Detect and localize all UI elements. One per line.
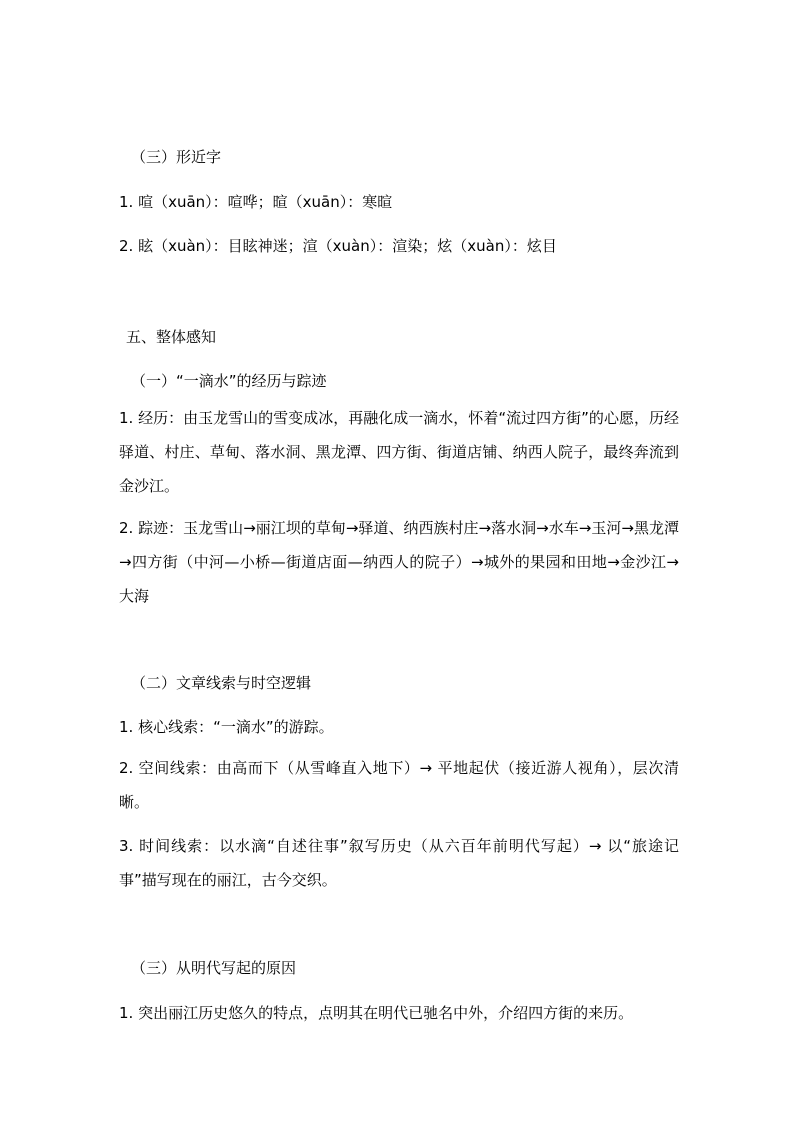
paragraph-time-clue: 3. 时间线索：以水滴“自述往事”叙写历史（从六百年前明代写起）→ 以“旅途记事”描写现在的丽江，古今交织。 [119, 837, 679, 889]
paragraph-space-clue: 2. 空间线索：由高而下（从雪峰直入地下）→ 平地起伏（接近游人视角），层次清晰。 [119, 759, 679, 811]
paragraph-experience: 1. 经历：由玉龙雪山的雪变成冰，再融化成一滴水，怀着“流过四方街”的心愿，历经驿道、村庄、草甸、落水洞、黑龙潭、四方街、街道店铺、纳西人院子，最终奔流到金沙江。 [119, 409, 679, 495]
list-item: 1. 突出丽江历史悠久的特点，点明其在明代已驰名中外，介绍四方街的来历。 [119, 1004, 634, 1022]
section-heading-shape-similar-chars: （三）形近字 [131, 148, 222, 166]
subsection-heading-ming-reason: （三）从明代写起的原因 [131, 959, 297, 977]
list-item: 1. 喧（xuān）：喧哗；暄（xuān）：寒暄 [119, 193, 393, 211]
list-item: 2. 眩（xuàn）：目眩神迷；渲（xuàn）：渲染；炫（xuàn）：炫目 [119, 237, 557, 255]
paragraph-trace: 2. 踪迹：玉龙雪山→丽江坝的草甸→驿道、纳西族村庄→落水洞→水车→玉河→黑龙潭→四方街（中河—小桥—街道店面—纳西人的院子）→城外的果园和田地→金沙江→大海 [119, 519, 679, 605]
subsection-heading-clues: （二）文章线索与时空逻辑 [131, 674, 312, 692]
list-item: 1. 核心线索：“一滴水”的游踪。 [119, 718, 334, 736]
section-heading-overall-perception: 五、整体感知 [126, 328, 217, 346]
subsection-heading-water-journey: （一）“一滴水”的经历与踪迹 [131, 372, 327, 390]
